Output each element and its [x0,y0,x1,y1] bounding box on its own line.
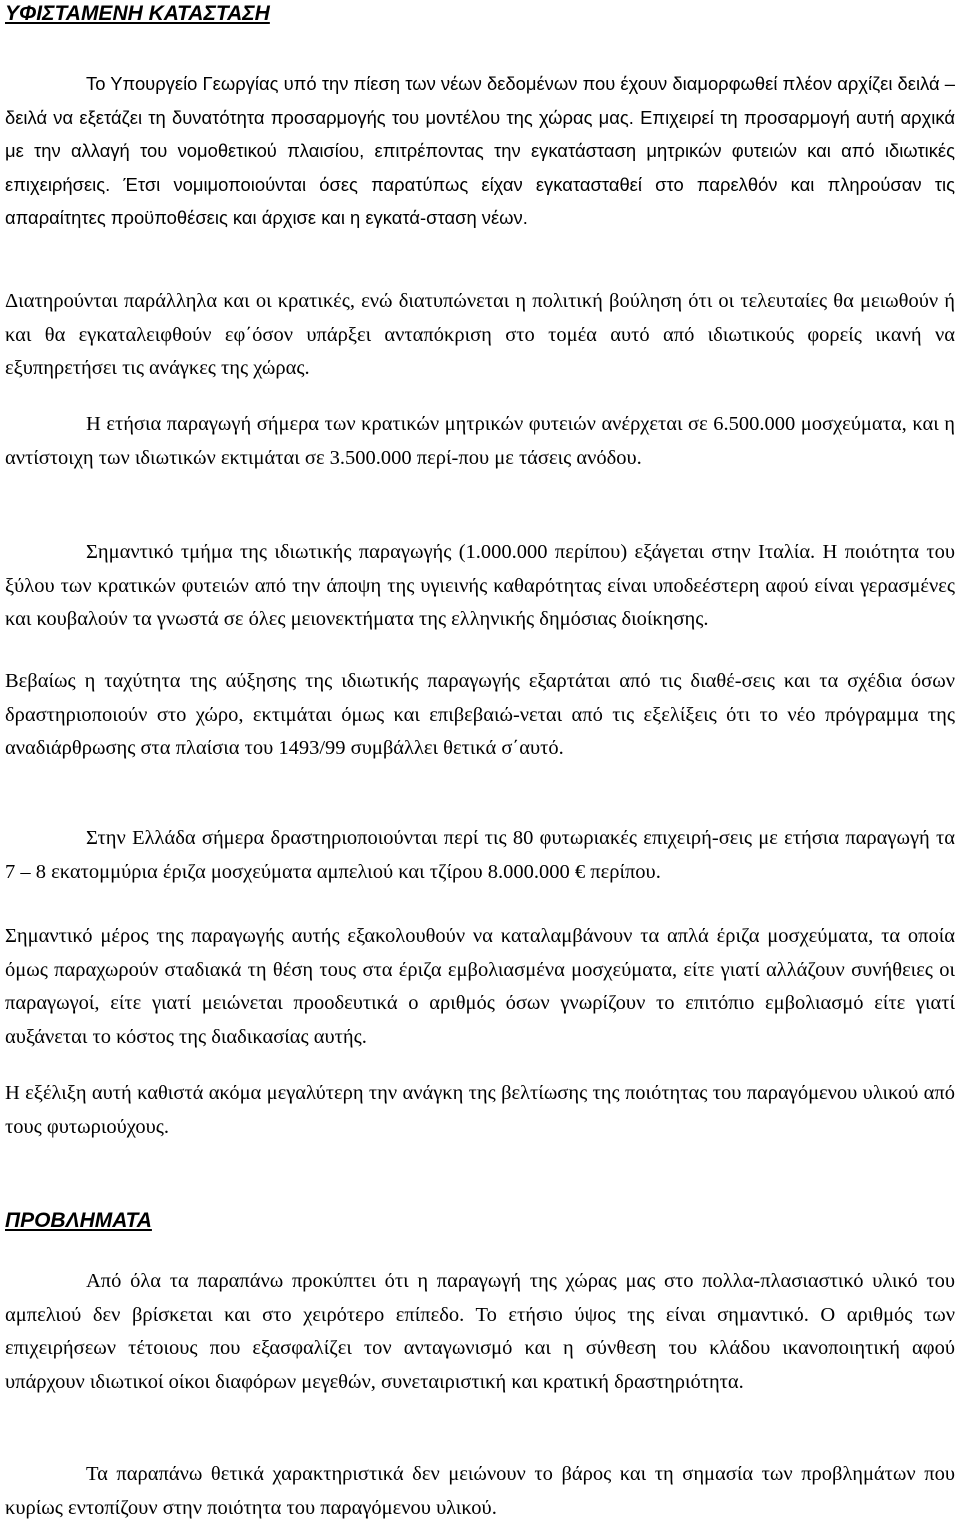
paragraph-state-nurseries: Διατηρούνται παράλληλα και οι κρατικές, ενώ διατυπώνεται η πολιτική βούληση ότι οι τελευταίες θα μειωθούν ή και θα εγκαταλειφθούν εφ΄όσον υπάρξει ανταπόκριση στο τομέα αυτό από ιδιωτικούς φορείς ικανή να εξυπηρετήσει τις ανάγκες της χώρας. [5,290,955,380]
section-heading-problems: ΠΡΟΒΛΗΜΑΤΑ [5,1209,152,1232]
paragraph-nursery-businesses: Στην Ελλάδα σήμερα δραστηριοποιούνται περί τις 80 φυτωριακές επιχειρή-σεις με ετήσια παραγωγή τα 7 – 8 εκατομμύρια έριζα μοσχεύματα αμπελιού και τζίρου 8.000.000 € περίπου. [5,827,955,883]
paragraph-problems-overview: Από όλα τα παραπάνω προκύπτει ότι η παραγωγή της χώρας μας στο πολλα-πλασιαστικό υλικό του αμπελιού δεν βρίσκεται και στο χειρότερο επίπεδο. Το ετήσιο ύψος της είναι σημαντικό. Ο αριθμός των επιχειρήσεων τέτοιους που εξασφαλίζει τον ανταγωνισμό και η σύνθεση του κλάδου ικανοποιητική αφού υπάρχουν ιδιωτικοί οίκοι διαφόρων μεγεθών, συνεταιριστική και κρατική δραστηριότητα. [5,1270,955,1393]
paragraph-problems-quality: Τα παραπάνω θετικά χαρακτηριστικά δεν μειώνουν το βάρος και τη σημασία των προβλημάτων που κυρίως εντοπίζουν στην ποιότητα του παραγόμενου υλικού. [5,1463,955,1519]
paragraph-rooted-cuttings: Σημαντικό μέρος της παραγωγής αυτής εξακολουθούν να καταλαμβάνουν τα απλά έριζα μοσχεύματα, τα οποία όμως παραχωρούν σταδιακά τη θέση τους στα έριζα εμβολιασμένα μοσχεύματα, είτε γιατί αλλάζουν συνήθειες οι παραγωγοί, είτε γιατί μειώνεται προοδευτικά ο αριθμός όσων γνωρίζουν το επιτόπιο εμβολιασμό είτε γιατί αυξάνεται το κόστος της διαδικασίας αυτής. [5,925,955,1048]
section-heading-current-state: ΥΦΙΣΤΑΜΕΝΗ ΚΑΤΑΣΤΑΣΗ [5,2,270,25]
paragraph-exports-italy: Σημαντικό τμήμα της ιδιωτικής παραγωγής (1.000.000 περίπου) εξάγεται στην Ιταλία. Η ποιότητα του ξύλου των κρατικών φυτειών από την άποψη της υγιεινής καθαρότητας είναι υποδεέστερη αφού είναι γερασμένες και κουβαλούν τα γνωστά σε όλες μειονεκτήματα της ελληνικής δημόσιας διοίκησης. [5,541,955,631]
paragraph-quality-improvement: Η εξέλιξη αυτή καθιστά ακόμα μεγαλύτερη την ανάγκη της βελτίωσης της ποιότητας του παραγόμενου υλικού από τους φυτωριούχους. [5,1082,955,1138]
paragraph-ministry-intro: Το Υπουργείο Γεωργίας υπό την πίεση των νέων δεδομένων που έχουν διαμορφωθεί πλέον αρχίζει δειλά – δειλά να εξετάζει τη δυνατότητα προσαρμογής του μοντέλου της χώρας μας. Επιχειρεί τη προσαρμογή αυτή αρχικά με την αλλαγή του νομοθετικού πλαισίου, επιτρέποντας την εγκατάσταση μητρικών φυτειών και από ιδιωτικές επιχειρήσεις. Έτσι νομιμοποιούνται όσες παρατύπως είχαν εγκατασταθεί στο παρελθόν και πληρούσαν τις απαραίτητες προϋποθέσεις και άρχισε και η εγκατά-σταση νέων. [5,73,955,229]
paragraph-private-growth: Βεβαίως η ταχύτητα της αύξησης της ιδιωτικής παραγωγής εξαρτάται από τις διαθέ-σεις και τα σχέδια όσων δραστηριοποιούν στο χώρο, εκτιμάται όμως και επιβεβαιώ-νεται από τις εξελίξεις ότι το νέο πρόγραμμα της αναδιάρθρωσης στα πλαίσια του 1493/99 συμβάλλει θετικά σ΄αυτό. [5,670,955,760]
paragraph-annual-production: Η ετήσια παραγωγή σήμερα των κρατικών μητρικών φυτειών ανέρχεται σε 6.500.000 μοσχεύματα, και η αντίστοιχη των ιδιωτικών εκτιμάται σε 3.500.000 περί-που με τάσεις ανόδου. [5,413,955,469]
